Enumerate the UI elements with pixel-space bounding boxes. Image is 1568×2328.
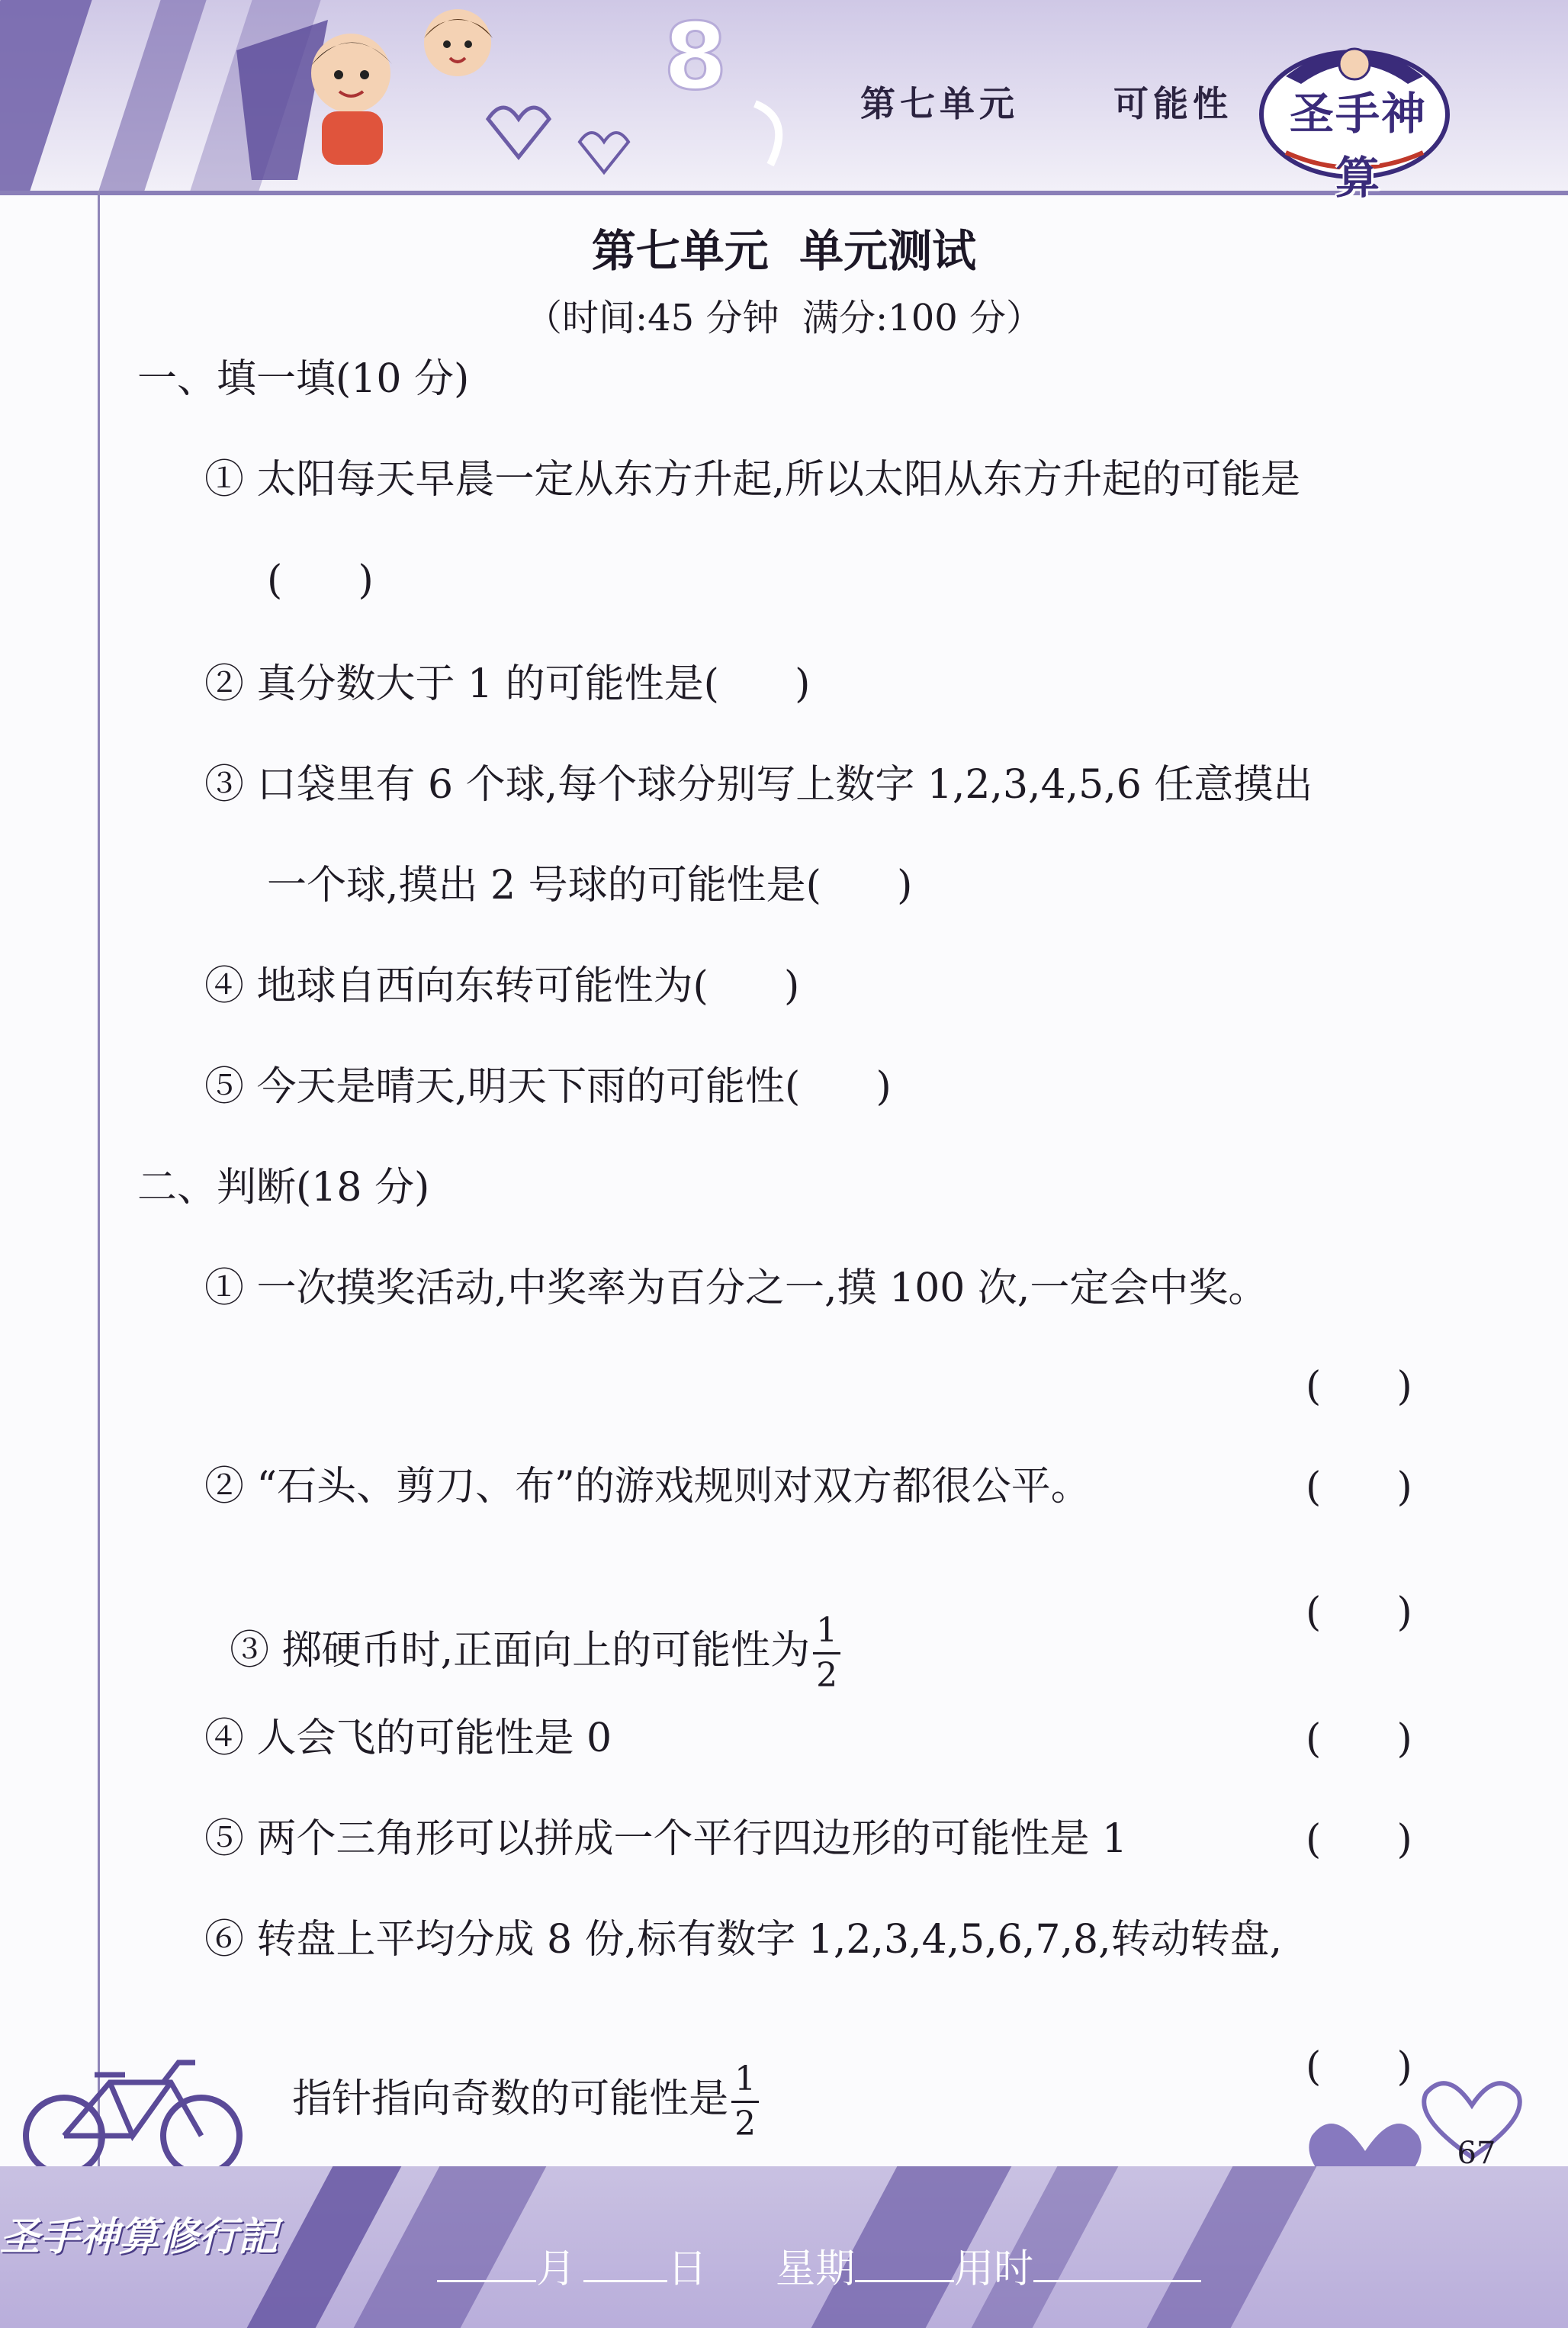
judgement-text: ④ 人会飞的可能性是 0 <box>204 1715 612 1761</box>
judgement-answer-paren[interactable]: ( ) <box>1306 1716 1412 1762</box>
question-text: ② 真分数大于 1 的可能性是( ) <box>204 661 811 707</box>
question-text-continued: 一个球,摸出 2 号球的可能性是( ) <box>267 863 913 908</box>
judgement-item-continued <box>267 2017 759 2141</box>
question-text: ⑤ 今天是晴天,明天下雨的可能性( ) <box>204 1064 892 1110</box>
time-used-label: 用时 <box>954 2246 1034 2292</box>
cartoon-children-illustration <box>236 5 816 188</box>
question-text: ③ 口袋里有 6 个球,每个球分别写上数字 1,2,3,4,5,6 任意摸出 <box>204 762 1313 808</box>
fraction-one-half <box>731 2059 759 2143</box>
section-heading: 一、填一填(10 分) <box>137 356 470 402</box>
fraction-one-half <box>813 1610 840 1695</box>
bicycle-icon <box>18 2052 247 2182</box>
judgement-answer-paren[interactable]: ( ) <box>1306 1465 1412 1510</box>
weekday-label: 星期 <box>776 2246 856 2292</box>
brand-name: 圣手神算 <box>1289 88 1427 204</box>
svg-text:8: 8 <box>664 5 728 111</box>
month-blank[interactable] <box>437 2245 536 2282</box>
judgement-answer-paren[interactable]: ( ) <box>1306 1817 1412 1863</box>
judgement-answer-paren[interactable]: ( ) <box>1306 2044 1412 2090</box>
judgement-answer-paren[interactable]: ( ) <box>1306 1590 1412 1635</box>
page-header <box>0 0 1568 204</box>
date-time-fields <box>412 2191 1201 2294</box>
answer-blank[interactable]: ( ) <box>267 558 374 603</box>
footer-slogan: 圣手神算修行記 <box>0 2214 278 2260</box>
judgement-text: ③ 掷硬币时,正面向上的可能性为 <box>230 1627 811 1674</box>
fraction-numerator: 1 <box>731 2063 759 2103</box>
judgement-text: ⑤ 两个三角形可以拼成一个平行四边形的可能性是 1 <box>204 1816 1128 1862</box>
judgement-text-continued: 指针指向奇数的可能性是 <box>292 2076 729 2122</box>
unit-title: 第七单元 可能性 <box>860 83 1232 124</box>
fraction-denominator: 2 <box>816 1655 838 1695</box>
header-stripe <box>98 0 206 191</box>
page-number: 67 <box>1457 2136 1496 2171</box>
weekday-blank[interactable] <box>855 2245 954 2282</box>
fraction-numerator: 1 <box>813 1614 840 1654</box>
brand-logo <box>1255 31 1454 204</box>
question-text: ④ 地球自西向东转可能性为( ) <box>204 963 800 1009</box>
margin-rule <box>98 191 100 2189</box>
header-stripe <box>0 0 92 191</box>
time-used-blank[interactable] <box>1033 2245 1201 2282</box>
month-label: 月 <box>536 2246 577 2292</box>
judgement-item <box>204 1568 840 1693</box>
page-title: 第七单元 单元测试 <box>591 225 977 277</box>
page-subtitle: （时间:45 分钟 满分:100 分） <box>525 297 1043 339</box>
judgement-text: ② “石头、剪刀、布”的游戏规则对双方都很公平。 <box>204 1464 1091 1510</box>
judgement-text: ① 一次摸奖活动,中奖率为百分之一,摸 100 次,一定会中奖。 <box>204 1265 1268 1311</box>
section-heading: 二、判断(18 分) <box>137 1165 430 1211</box>
day-label: 日 <box>667 2246 708 2292</box>
question-text: ① 太阳每天早晨一定从东方升起,所以太阳从东方升起的可能是 <box>204 457 1301 503</box>
fraction-denominator: 2 <box>734 2104 757 2143</box>
judgement-text: ⑥ 转盘上平均分成 8 份,标有数字 1,2,3,4,5,6,7,8,转动转盘, <box>204 1917 1283 1963</box>
day-blank[interactable] <box>583 2245 667 2282</box>
judgement-answer-paren[interactable]: ( ) <box>1306 1364 1412 1410</box>
